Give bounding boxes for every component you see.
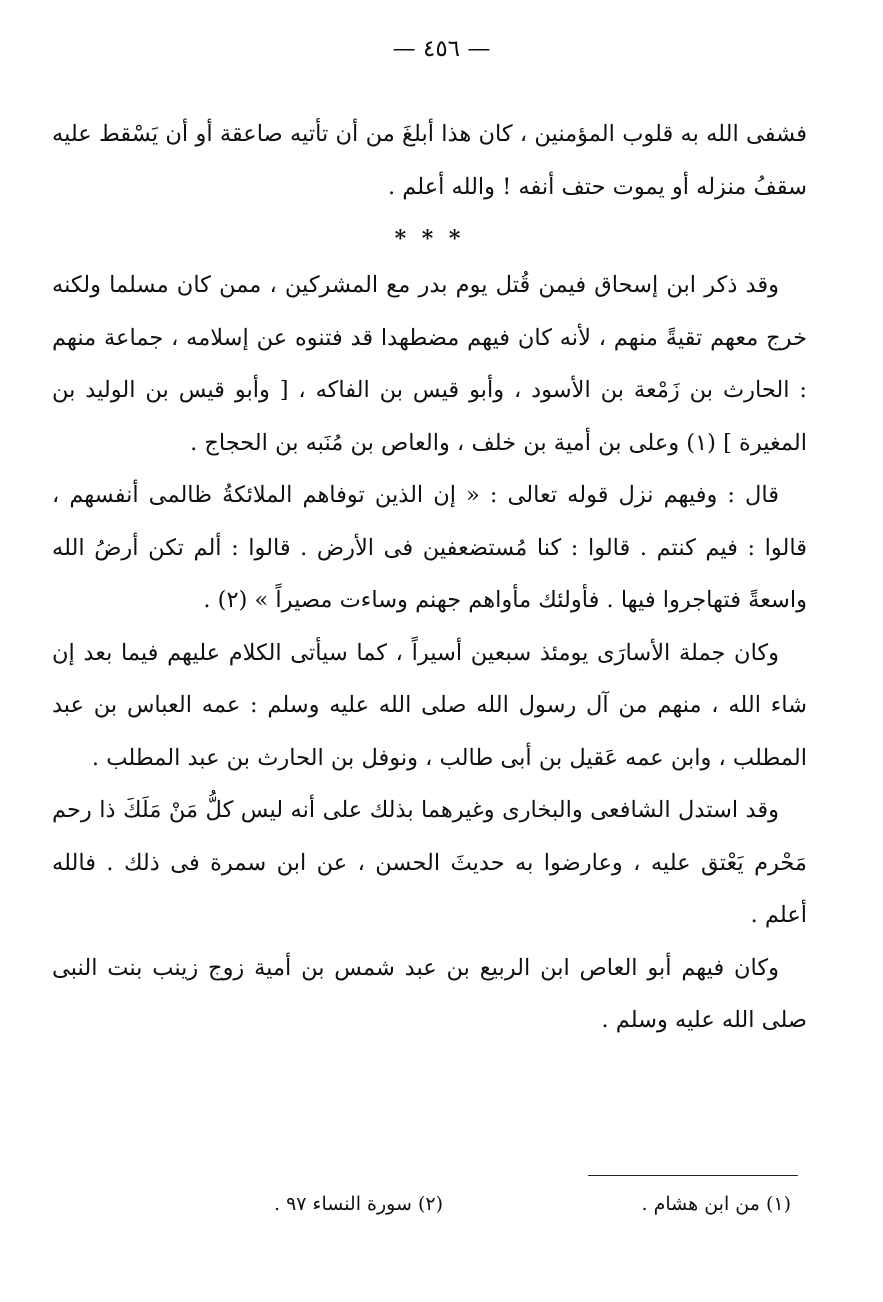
paragraph: وكان جملة الأسارَى يومئذ سبعين أسيراً ، كما سيأتى الكلام عليهم فيما بعد إن شاء الله ، منهم من آل رسول الله صلى الله عليه وسلم : عمه العباس بن عبد المطلب ، وابن عمه عَقيل بن أبى طالب ، ونوفل بن الحارث بن عبد المطلب . — [52, 639, 807, 771]
page-number: — ٤٥٦ — — [392, 36, 491, 62]
footnote-divider — [588, 1175, 798, 1176]
paragraph: وكان فيهم أبو العاص ابن الربيع بن عبد شمس بن أمية زوج زينب بنت النبى صلى الله عليه وسلم . — [52, 954, 807, 1033]
paragraph: وقد ذكر ابن إسحاق فيمن قُتل يوم بدر مع المشركين ، ممن كان مسلما ولكنه خرج معهم تقيةً منهم ، لأنه كان فيهم مضطهدا قد فتنوه عن إسلامه ، جماعة منهم : الحارث بن زَمْعة بن الأسود ، وأبو قيس بن الفاكه ، [ وأبو قيس بن الوليد بن المغيرة ] (١) وعلى بن أمية بن خلف ، والعاص بن مُنَبه بن الحجاج . — [52, 272, 807, 456]
paragraph: قال : وفيهم نزل قوله تعالى : « إن الذين توفاهم الملائكةُ ظالمى أنفسهم ، قالوا : فيم كنتم . قالوا : كنا مُستضعفين فى الأرض . قالوا : ألم تكن أرضُ الله واسعةً فتهاجروا فيها . فأولئك مأواهم جهنم وساءت مصيراً » (٢) . — [52, 482, 807, 613]
footnote: (١) من ابن هشام . — [641, 1193, 791, 1215]
footnote: (٢) سورة النساء ٩٧ . — [273, 1193, 443, 1215]
section-separator: * * * — [394, 226, 465, 252]
body-text — [52, 108, 807, 1047]
paragraph: وقد استدل الشافعى والبخارى وغيرهما بذلك على أنه ليس كلُّ مَنْ مَلَكَ ذا رحم مَحْرم يَعْتق عليه ، وعارضوا به حديثَ الحسن ، عن ابن سمرة فى ذلك . فالله أعلم . — [52, 797, 807, 928]
paragraph: فشفى الله به قلوب المؤمنين ، كان هذا أبلغَ من أن تأتيه صاعقة أو أن يَسْقط عليه سقفُ منزله أو يموت حتف أنفه ! والله أعلم . — [52, 121, 807, 200]
